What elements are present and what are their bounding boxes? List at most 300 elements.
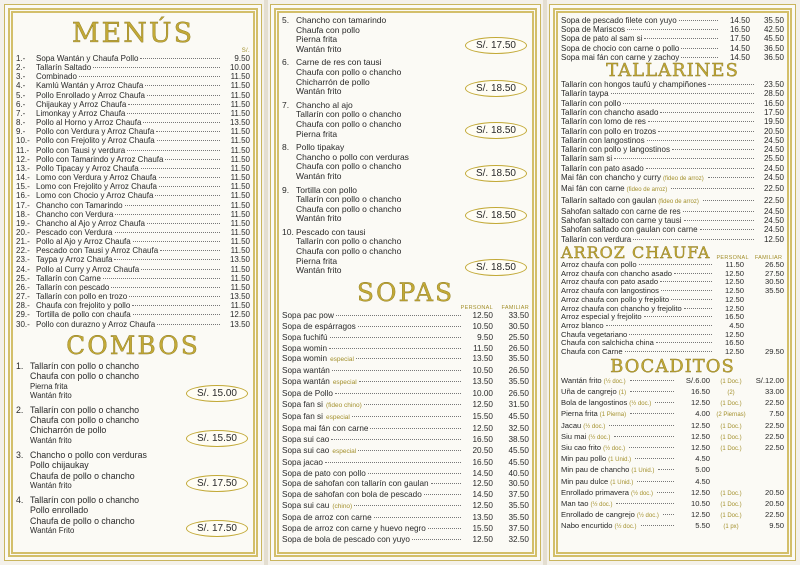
sopas-col-personal: PERSONAL <box>460 304 493 311</box>
sopas-heading: SOPAS <box>356 277 455 307</box>
menu-item-name: Pollo al Curry y Arroz Chaufa <box>36 264 140 274</box>
sopa-item <box>282 479 529 490</box>
menu-item-price: 11.50 <box>230 237 250 247</box>
bocadito-unit-2: (1 Doc.) <box>720 490 742 497</box>
menu-item-leader <box>115 232 221 233</box>
bocadito-unit: (½ doc.) <box>590 502 613 509</box>
menu-item-leader <box>141 168 220 169</box>
sopa-price-familiar: 35.50 <box>508 513 529 523</box>
menu-item-name: Pollo con durazno y Arroz Chaufa <box>36 319 156 329</box>
combo-price: S/. 15.00 <box>186 385 248 402</box>
combo-number: 10. <box>282 226 294 237</box>
chaufa-name: Chaufa vegetariano <box>561 329 628 339</box>
tallarin-item <box>561 127 784 136</box>
bocadito-price-2: 22.50 <box>764 398 784 408</box>
bocadito-unit-2: (2) <box>727 390 735 396</box>
menu-item-leader <box>127 150 220 151</box>
tallarin-item <box>561 184 784 195</box>
chaufa-leader <box>674 273 712 274</box>
combo-line: Chaufa con pollo o chancho <box>296 203 402 214</box>
sopa-item-leader <box>330 337 461 338</box>
tallarin-price: 22.50 <box>763 184 784 194</box>
menu-item <box>16 155 250 164</box>
sopa-cont-name: Sopa de pescado filete con yuyo <box>561 16 677 25</box>
menu-item-leader <box>140 58 220 59</box>
bocadito-unit: (1) <box>618 390 627 396</box>
menu-item-number: 5.- <box>16 90 26 100</box>
combo-line <box>16 450 250 460</box>
bocadito-leader <box>637 481 674 482</box>
sopa-item <box>282 513 529 524</box>
tallarin-price: 19.50 <box>763 117 784 127</box>
chaufa-name: Arroz chaufa con langostinos <box>561 286 659 296</box>
bocaditos-heading: BOCADITOS <box>610 355 735 377</box>
chaufa-price-personal: 12.50 <box>724 277 744 287</box>
menu-item-leader <box>129 296 220 297</box>
menu-item-name: Tortilla de pollo con chaufa <box>36 310 131 320</box>
menu-item <box>16 292 250 301</box>
bocadito-leader <box>641 525 674 526</box>
menu-item-number: 25.- <box>16 273 30 283</box>
bocadito-price-1: S/.6.00 <box>685 375 710 385</box>
chaufa-col-personal: PERSONAL <box>716 255 749 262</box>
menu-item-price: 11.50 <box>230 173 250 183</box>
bocadito-unit: (½ doc.) <box>630 490 653 497</box>
chaufa-leader <box>661 290 712 291</box>
tallarin-leader <box>708 177 754 178</box>
tallarin-item <box>561 108 784 117</box>
sopa-item-leader <box>358 326 461 327</box>
bocadito-unit: (1 Pierna) <box>599 412 627 419</box>
sopa-item-name: Sopa de sahofan con bola de pescado <box>282 490 422 500</box>
sopa-price-familiar: 30.50 <box>508 479 529 489</box>
tallarin-leader <box>683 211 754 212</box>
menu-item-leader <box>157 324 220 325</box>
menu-item-number: 19.- <box>16 218 30 228</box>
menu-item-name: Combinado <box>36 72 77 82</box>
tallarin-name: Sahofan saltado con carne de res <box>561 206 681 216</box>
tallarin-name: Tallarín con pato asado <box>561 163 644 173</box>
tallarin-price: 24.50 <box>763 225 784 235</box>
sopa-price-personal: 20.50 <box>472 445 493 455</box>
menu-item-name: Pollo con Verdura y Arroz Chaufa <box>36 127 155 137</box>
combo-number: 7. <box>282 99 290 110</box>
bocadito-unit: (1 Unid.) <box>610 479 634 486</box>
tallarin-note: (fideo de arroz) <box>626 187 668 194</box>
combo-line: Wantán frito <box>296 265 342 276</box>
combos-heading: COMBOS <box>66 330 200 360</box>
menu-item-leader <box>115 214 220 215</box>
menu-item-price: 11.50 <box>230 81 250 91</box>
combo-first-line: Chancho al ajo <box>296 99 353 110</box>
combo-first-line: Chancho o pollo con verduras <box>30 449 147 460</box>
sopa-item <box>282 344 529 355</box>
sopa-price-personal: 10.00 <box>472 389 493 399</box>
menu-item-number: 16.- <box>16 191 30 201</box>
bocadito-item <box>561 510 784 521</box>
tallarines-heading: TALLARINES <box>606 60 739 82</box>
combo-line: Tallarín con pollo o chancho <box>296 109 402 120</box>
combo-line: Wantán Frito <box>30 526 75 536</box>
sopa-item <box>282 389 529 400</box>
menu-item-number: 15.- <box>16 182 30 192</box>
chaufa-price-personal: 4.50 <box>729 320 744 330</box>
combo-line: Chaufa de pollo o chancho <box>30 470 135 481</box>
sopa-cont-familiar: 42.50 <box>763 25 784 35</box>
menu-item <box>16 118 250 127</box>
menu-item-price: 11.50 <box>230 200 250 210</box>
combo-line: Chaufa con pollo o chancho <box>296 118 402 129</box>
tallarines-list <box>561 80 784 244</box>
sopa-item-leader <box>428 528 461 529</box>
combo-line: Chaufa con pollo <box>296 24 360 35</box>
sopa-cont-name: Sopa de chocio con carne o pollo <box>561 43 680 53</box>
combo-line: Wantán frito <box>296 213 342 224</box>
tallarin-price: 12.50 <box>763 234 784 244</box>
combo-first-line: Tallarín con pollo o chancho <box>30 404 140 415</box>
menu-item-name: Lomo con Verdura y Arroz Chaufa <box>36 173 157 183</box>
menu-item <box>16 191 250 200</box>
bocadito-unit-2: (1 Doc.) <box>720 434 742 441</box>
sopa-item <box>282 469 529 480</box>
bocadito-name: Nabo encurtido <box>561 521 613 531</box>
sopa-item-name: Sopa fuchifú <box>282 332 328 342</box>
tallarin-leader <box>611 93 754 94</box>
sopa-price-personal: 12.50 <box>472 479 493 489</box>
tallarin-price: 28.50 <box>763 89 784 99</box>
bocadito-unit: (1 Unid.) <box>608 457 632 464</box>
menu-item-number: 24.- <box>16 264 30 274</box>
menu-item-number: 20.- <box>16 227 30 237</box>
sopa-item-leader <box>359 381 461 382</box>
menu-item-name: Pollo Tipacay y Arroz Chaufa <box>36 163 139 173</box>
fold-right <box>543 0 547 565</box>
menu-item-price: 11.50 <box>230 72 250 82</box>
bocadito-unit: (1 Unid.) <box>631 468 655 475</box>
chaufa-price-personal: 11.50 <box>725 260 744 270</box>
menu-item-leader <box>125 205 220 206</box>
menu-item <box>16 100 250 109</box>
chaufa-price-personal: 12.50 <box>724 286 744 296</box>
bocadito-name: Uña de cangrejo <box>561 387 617 396</box>
menu-item-leader <box>143 122 220 123</box>
combos-list <box>16 361 250 535</box>
sopa-item-name: Sopa mai fán con carne <box>282 423 369 433</box>
bocadito-item <box>561 376 784 387</box>
menu-item-number: 10.- <box>16 136 30 146</box>
sopa-cont-leader <box>627 29 718 30</box>
bocadito-item <box>561 499 784 510</box>
combo-line: Chancho o pollo con verduras <box>296 151 409 162</box>
menu-item-price: 11.50 <box>230 191 250 201</box>
sopa-item <box>282 501 529 513</box>
sopa-item <box>282 458 529 469</box>
sopa-item <box>282 424 529 435</box>
tallarin-leader <box>708 84 754 85</box>
sopa-item <box>282 366 529 377</box>
menu-item-number: 8.- <box>16 118 26 128</box>
combo-line: Chaufa de pollo o chancho <box>30 515 135 526</box>
sopa-cont-name: Sopa de pato al sam si <box>561 34 643 44</box>
sopa-price-personal: 12.50 <box>472 400 493 410</box>
panel-specials-sopas <box>270 4 541 561</box>
combo-item <box>282 186 529 224</box>
tallarin-leader <box>660 112 754 113</box>
tallarin-leader <box>623 103 754 104</box>
menu-item-name: Sopa Wantán y Chaufa Pollo <box>36 54 139 63</box>
menu-item-number: 17.- <box>16 200 30 210</box>
sopa-item-leader <box>424 494 461 495</box>
sopa-item-leader <box>364 404 461 405</box>
menu-item-leader <box>103 278 220 279</box>
menu-item-number: 29.- <box>16 310 30 320</box>
sopa-price-personal: 12.50 <box>472 501 493 511</box>
menu-item-price: 9.50 <box>234 54 250 63</box>
bocadito-price-1: 12.50 <box>690 443 710 453</box>
tallarin-item <box>561 145 784 154</box>
sopa-item <box>282 446 529 458</box>
combo-line: Tallarín con pollo o chancho <box>296 236 402 247</box>
menu-item-name: Limonkay y Arroz Chaufa <box>36 108 126 118</box>
menu-item <box>16 146 250 155</box>
sopa-item-leader <box>331 439 461 440</box>
tallarin-price: 20.50 <box>763 126 784 136</box>
sopa-price-personal: 13.50 <box>472 354 493 364</box>
bocadito-price-1: 12.50 <box>690 398 710 408</box>
sopa-cont-familiar: 45.50 <box>763 34 784 44</box>
tallarin-name: Mai fán con carne <box>561 184 625 194</box>
bocadito-price-2: 22.50 <box>764 431 784 441</box>
menu-item <box>16 320 250 329</box>
bocadito-price-2: 33.00 <box>764 387 784 396</box>
bocadito-name: Siu mai <box>561 431 587 441</box>
sopa-item-name: Sopa jacao <box>282 457 323 467</box>
chaufa-name: Arroz chaufa con pato asado <box>561 277 659 287</box>
panel-tallarines-chaufa-bocaditos <box>549 4 796 561</box>
sopas-list <box>282 311 529 546</box>
bocadito-price-1: 5.50 <box>695 521 710 531</box>
bocadito-unit: (½ doc.) <box>603 378 626 385</box>
sopa-cont-item <box>561 16 784 25</box>
bocadito-unit-2: (1 Doc.) <box>720 401 742 408</box>
sopa-price-personal: 13.50 <box>472 513 493 523</box>
arroz-chaufa-list <box>561 261 784 357</box>
combo-item <box>282 228 529 276</box>
menu-item-price: 11.50 <box>230 127 250 137</box>
sopa-item <box>282 524 529 535</box>
bocadito-leader <box>657 492 674 493</box>
menu-item-leader <box>132 305 220 306</box>
sopa-item <box>282 311 529 322</box>
menu-item-price: 11.50 <box>230 182 250 192</box>
sopa-item-name: Sopa de Pollo <box>282 389 333 399</box>
combo-item <box>282 58 529 96</box>
chaufa-name: Arroz blanco <box>561 320 604 330</box>
chaufa-leader <box>625 351 712 352</box>
menu-item-price: 11.50 <box>230 209 250 219</box>
tallarin-name: Tallarín taypa <box>561 89 609 99</box>
bocadito-leader <box>609 425 674 426</box>
tallarin-item <box>561 216 784 225</box>
chaufa-price-personal: 16.50 <box>724 338 744 348</box>
menu-item-price: 13.50 <box>229 118 250 128</box>
sopa-item <box>282 377 529 389</box>
menu-item-leader <box>147 223 220 224</box>
bocadito-item <box>561 409 784 420</box>
sopa-item-leader <box>335 393 461 394</box>
combo-price: S/. 18.50 <box>465 207 527 224</box>
sopa-cont-leader <box>679 20 718 21</box>
combo-line <box>16 405 250 415</box>
combo-first-line: Tortilla con pollo <box>296 184 357 195</box>
tallarin-price: 25.50 <box>763 154 784 164</box>
menu-item-name: Chaufa con frejolito y pollo <box>36 301 131 311</box>
tallarin-item <box>561 207 784 216</box>
bocadito-price-2: 20.50 <box>764 487 784 497</box>
menu-item-number: 2.- <box>16 63 26 73</box>
chaufa-leader <box>606 325 712 326</box>
tallarin-name: Tallarín con hongos taufú y champiñones <box>561 80 707 90</box>
bocadito-name: Enrollado primavera <box>561 487 629 497</box>
bocadito-item <box>561 521 784 532</box>
combo-price: S/. 17.50 <box>186 475 248 492</box>
sopa-cont-leader <box>681 57 718 58</box>
sopa-item <box>282 400 529 412</box>
tallarin-price: 24.50 <box>763 216 784 226</box>
bocadito-item <box>561 443 784 454</box>
sopa-item <box>282 333 529 344</box>
menu-item-price: 11.50 <box>230 227 250 237</box>
bocadito-name: Enrollado de cangrejo <box>561 510 635 520</box>
combo-line: Pierna frita <box>296 34 338 45</box>
bocadito-unit: (½ doc.) <box>614 524 637 531</box>
menu-item <box>16 81 250 90</box>
bocadito-leader <box>630 380 674 381</box>
bocadito-item <box>561 398 784 409</box>
tallarin-name: Sahofan saltado con gaulan con carne <box>561 225 698 235</box>
sopa-item-name: Sopa fan si <box>282 412 323 421</box>
sopa-item <box>282 535 529 546</box>
sopa-price-personal: 10.50 <box>472 366 493 376</box>
bocadito-price-2: 22.50 <box>764 420 784 430</box>
combo-line: Tallarín con pollo o chancho <box>296 194 402 205</box>
sopa-item-note: especial <box>332 447 357 455</box>
menu-item-leader <box>157 140 220 141</box>
tallarin-price: 17.50 <box>763 107 784 117</box>
tallarin-price: 24.50 <box>763 135 784 145</box>
combo-first-line: Chancho con tamarindo <box>296 15 387 25</box>
sopa-item-name: Sopa de espárragos <box>282 321 356 331</box>
sopa-price-familiar: 45.50 <box>508 457 529 467</box>
sopa-price-personal: 9.50 <box>477 332 493 342</box>
tallarin-name: Tallarín con pollo <box>561 98 622 108</box>
sopa-price-familiar: 40.50 <box>508 468 529 478</box>
chaufa-col-familiar: FAMILIAR <box>754 255 783 262</box>
tallarin-leader <box>647 140 754 141</box>
menu-item-number: 27.- <box>16 292 30 302</box>
combo-line: Wantán frito <box>296 170 342 181</box>
special-combos-list <box>282 16 529 276</box>
sopa-price-familiar: 32.50 <box>508 534 529 544</box>
sopa-cont-name: Sopa mai fán con carne y zachoy <box>561 52 680 62</box>
bocadito-name: Jacau <box>561 420 582 430</box>
sopa-price-personal: 14.50 <box>472 490 493 500</box>
tallarin-leader <box>658 131 754 132</box>
menu-item-price: 10.00 <box>229 63 250 73</box>
combo-item <box>16 450 250 490</box>
sopa-item-name: Sopa sui cau <box>282 501 330 511</box>
menu-item <box>16 274 250 283</box>
menu-item-price: 13.50 <box>229 292 250 302</box>
bocadito-price-1: 12.50 <box>690 431 710 441</box>
tallarin-name: Tallarín con pollo en trozos <box>561 126 657 136</box>
tallarin-price: 16.50 <box>763 98 784 108</box>
menu-item-price: 11.50 <box>230 282 250 292</box>
menu-item-number: 6.- <box>16 99 26 109</box>
menu-item-number: 23.- <box>16 255 30 265</box>
combo-item <box>16 361 250 400</box>
sopa-price-familiar: 45.50 <box>508 412 529 421</box>
menu-item-name: Pescado con Verdura <box>36 227 113 237</box>
sopa-price-personal: 14.50 <box>472 468 493 478</box>
menu-item-name: Tallarín con pescado <box>36 282 110 292</box>
sopa-item <box>282 435 529 446</box>
tallarin-price: 24.50 <box>763 145 784 155</box>
menu-item-leader <box>114 259 220 260</box>
sopa-price-personal: 16.50 <box>472 434 493 444</box>
menu-item-number: 4.- <box>16 81 26 91</box>
sopa-price-familiar: 33.50 <box>508 310 529 320</box>
sopa-price-familiar: 37.50 <box>508 524 529 534</box>
combo-price: S/. 18.50 <box>465 165 527 182</box>
tallarin-name: Mai fán con chancho y curry <box>561 172 662 182</box>
combo-line: Pollo enrollado <box>30 505 89 516</box>
bocadito-unit-2: (1 Doc.) <box>720 378 742 385</box>
bocadito-price-1: 5.00 <box>695 465 710 475</box>
sopa-item-name: Sopa de arroz con carne <box>282 513 372 523</box>
bocadito-price-1: 12.50 <box>690 510 710 520</box>
combo-line: Chaufa con pollo o chancho <box>30 371 140 382</box>
combo-line: Wantán frito <box>30 435 72 445</box>
chaufa-name: Arroz chaufa con chancho y frejolito <box>561 303 682 313</box>
combo-first-line: Pescado con tausi <box>296 226 366 237</box>
sopa-item-note: (chino) <box>332 503 353 511</box>
chaufa-price-familiar: 26.50 <box>764 260 784 270</box>
tallarin-leader <box>672 149 754 150</box>
bocadito-item <box>561 477 784 488</box>
bocadito-price-1: 4.00 <box>695 409 710 419</box>
menu-item-name: Chancho con Verdura <box>36 209 114 219</box>
menu-item-name: Tallarín con Carne <box>36 273 101 283</box>
sopa-cont-familiar: 36.50 <box>763 43 784 53</box>
menu-item-number: 11.- <box>16 145 30 155</box>
menu-item-price: 11.50 <box>230 301 250 311</box>
menu-item-number: 3.- <box>16 72 26 82</box>
tallarin-price: 24.50 <box>763 206 784 216</box>
tallarin-name: Tallarín con lomo de res <box>561 117 646 127</box>
menu-item-price: 11.50 <box>230 90 250 100</box>
tallarin-leader <box>633 239 754 240</box>
bocadito-price-2: S/.12.00 <box>755 375 784 385</box>
chaufa-leader <box>644 316 712 317</box>
menus-heading: MENÚS <box>71 18 195 49</box>
combo-number: 1. <box>16 360 24 371</box>
menu-item-name: Pollo con Tausi y verdura <box>36 145 126 155</box>
tallarin-item <box>561 154 784 163</box>
bocadito-leader <box>630 391 674 392</box>
combo-line: Wantán frito <box>296 86 342 97</box>
menu-item-leader <box>160 250 220 251</box>
